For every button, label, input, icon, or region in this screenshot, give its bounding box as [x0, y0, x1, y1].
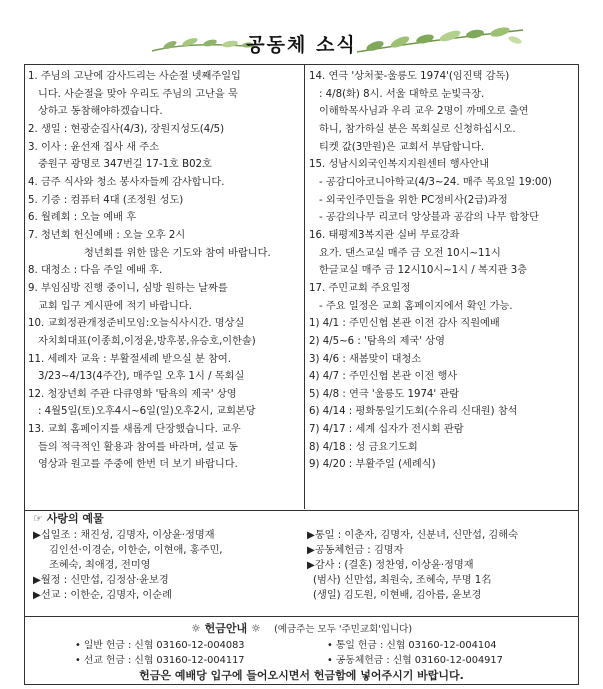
schedule-item: 2) 4/5~6 : '탐욕의 제국' 상영	[309, 335, 445, 347]
notice-line: 1. 주님의 고난에 감사드리는 사순절 넷째주일입	[28, 71, 241, 82]
offering-line: ▶십일조 : 채진성, 김명자, 이상윤·정명재	[33, 530, 215, 541]
donation-footer: 헌금은 예배당 입구에 들어오시면서 헌금함에 넣어주시기 바랍니다.	[139, 669, 464, 682]
schedule-item: 7) 4/17 : 세계 십자가 전시회 관람	[309, 424, 464, 436]
notice-line: : 4/8(화) 8시. 서울 대학로 눈빛극장.	[319, 88, 485, 100]
notice-line: 6. 월례회 : 오늘 예배 후	[28, 212, 137, 224]
account-line: • 통일 헌금 : 신협 03160-12-004104	[327, 640, 497, 651]
notice-line: 상하고 동참해야하겠습니다.	[38, 106, 163, 118]
notice-line: 8. 대청소 : 다음 주일 예배 후.	[28, 265, 163, 277]
donation-heading: ☼ 헌금안내 ☼	[190, 622, 261, 635]
offering-left-column	[33, 528, 303, 603]
notice-line: - 주요 일정은 교회 홈페이지에서 확인 가능.	[319, 300, 513, 312]
header	[0, 0, 603, 62]
donation-header	[25, 620, 578, 636]
offering-line: ▶공동체헌금 : 김명자	[307, 545, 404, 556]
offering-line: (범사) 신만섭, 최원숙, 조혜숙, 무명 1名	[313, 575, 492, 586]
offering-line: ▶선교 : 이한순, 김명자, 이순례	[33, 590, 172, 601]
notice-line: 이해학목사님과 우리 교우 2명이 까메오로 출연	[319, 106, 529, 118]
notice-line: - 공감디아코니아학교(4/3~24. 매주 목요일 19:00)	[319, 176, 552, 188]
notice-line: 2. 생일 : 현광순집사(4/3), 장원지성도(4/5)	[28, 123, 225, 135]
notice-line: 17. 주민교회 주요일정	[309, 282, 411, 294]
notice-line: 교회 입구 게시판에 적기 바랍니다.	[38, 300, 192, 312]
notice-line: 영상과 원고를 주중에 한번 더 보기 바랍니다.	[38, 459, 238, 471]
offering-line: (생일) 김도원, 이현배, 김아름, 윤보경	[313, 590, 482, 601]
notice-line: 5. 기증 : 컴퓨터 4대 (조정원 성도)	[28, 194, 184, 206]
notice-line: : 4월5일(토)오후4시~6일(일)오후2시, 교회본당	[38, 406, 256, 418]
notice-line: 니다. 사순절을 맞아 우리도 주님의 고난을 묵	[38, 88, 238, 100]
schedule-item: 1) 4/1 : 주민신협 본관 이전 감사 직원예배	[309, 318, 500, 330]
schedule-item: 5) 4/8 : 연극 '울릉도 1974' 관람	[309, 388, 460, 400]
notice-line: 14. 연극 '상처꽃-울릉도 1974'(임진택 감독)	[309, 71, 510, 82]
offering-right-column	[307, 528, 575, 603]
notice-line: 7. 청년회 헌신예배 : 오늘 오후 2시	[28, 229, 186, 241]
notice-line: 3/23~4/13(4주간), 매주일 오후 1시 / 목회실	[38, 371, 245, 383]
notice-line: 15. 성남시외국인복지지원센터 행사안내	[309, 159, 490, 171]
donation-guide	[24, 616, 579, 685]
notice-line: 한글교실 매주 금 12시10시~1시 / 복지관 3층	[319, 265, 528, 277]
notice-line: - 공감의나무 리코더 앙상블과 공감의 나무 합창단	[319, 212, 539, 224]
offering-line: ▶월정 : 신만섭, 김정삼·윤보경	[33, 575, 169, 586]
column-divider	[304, 64, 305, 509]
account-line: • 일반 헌금 : 신협 03160-12-004083	[75, 640, 245, 651]
notice-line: 3. 이사 : 윤선재 집사 새 주소	[28, 141, 159, 153]
schedule-item: 8) 4/18 : 성 금요기도회	[309, 441, 418, 453]
notice-line: 13. 교회 홈페이지를 새롭게 단장했습니다. 교우	[28, 424, 241, 436]
account-line: • 선교 헌금 : 신협 03160-12-004117	[75, 655, 245, 666]
schedule-item: 4) 4/7 : 주민신협 본관 이전 행사	[309, 371, 458, 383]
notice-line: 9. 부임심방 진행 중이니, 심방 원하는 날짜를	[28, 282, 228, 294]
notice-line: 들의 적극적인 활용과 참여를 바라며, 설교 동	[38, 441, 238, 453]
notice-line: 중원구 광명로 347번길 17-1호 B02호	[38, 159, 212, 171]
notice-line: 청년회를 위한 많은 기도와 참여 바랍니다.	[84, 247, 271, 259]
page-title: 공동체 소식	[246, 34, 357, 56]
schedule-item: 6) 4/14 : 평화통일기도회(수유리 신대원) 참석	[309, 406, 518, 418]
notice-line: 티켓 값(3만원)은 교회서 부담합니다.	[319, 141, 485, 153]
donation-note: (예금주는 모두 '주민교회'입니다)	[274, 624, 413, 635]
offering-line: ▶통일 : 이춘자, 김명자, 신분녀, 신만섭, 김해숙	[307, 530, 518, 541]
notice-line: - 외국인주민들을 위한 PC정비사(2급)과정	[319, 194, 508, 206]
offering-line: 김인선·이경순, 이한순, 이현애, 홍주민,	[49, 545, 223, 556]
notice-line: 하니, 참가하실 분은 목회실로 신청하십시오.	[319, 123, 516, 135]
notice-line: 4. 금주 식사와 청소 봉사자들께 감사합니다.	[28, 176, 225, 188]
offering-line: ▶감사 : (결혼) 정찬영, 이상윤·정명재	[307, 560, 474, 571]
schedule-item: 3) 4/6 : 새봄맞이 대청소	[309, 353, 422, 365]
schedule-item: 9) 4/20 : 부활주일 (세례식)	[309, 459, 436, 471]
notice-line: 10. 교회정관개정준비모임:오늘식사시간. 명상실	[28, 318, 245, 330]
notice-line: 자치회대표(이종희,이정윤,방후봉,유승호,이한솔)	[38, 335, 256, 347]
notice-line: 12. 청장년회 주관 다큐영화 '탐욕의 제국' 상영	[28, 388, 237, 400]
offering-section	[24, 509, 579, 617]
notices-left-column	[28, 68, 300, 474]
notice-line: 16. 태평제3복지관 실버 무료강좌	[309, 229, 460, 241]
account-line: • 공동체헌금 : 신협 03160-12-004917	[327, 655, 503, 666]
notice-line: 요가. 댄스교실 매주 금 오전 10시~11시	[319, 247, 501, 259]
offering-line: 조혜숙, 최애경, 전미영	[49, 560, 151, 571]
notice-line: 11. 세례자 교육 : 부활절세례 받으실 분 참여.	[28, 353, 231, 365]
offering-heading: ☞ 사랑의 예물	[33, 512, 104, 525]
notices-right-column	[309, 68, 575, 474]
